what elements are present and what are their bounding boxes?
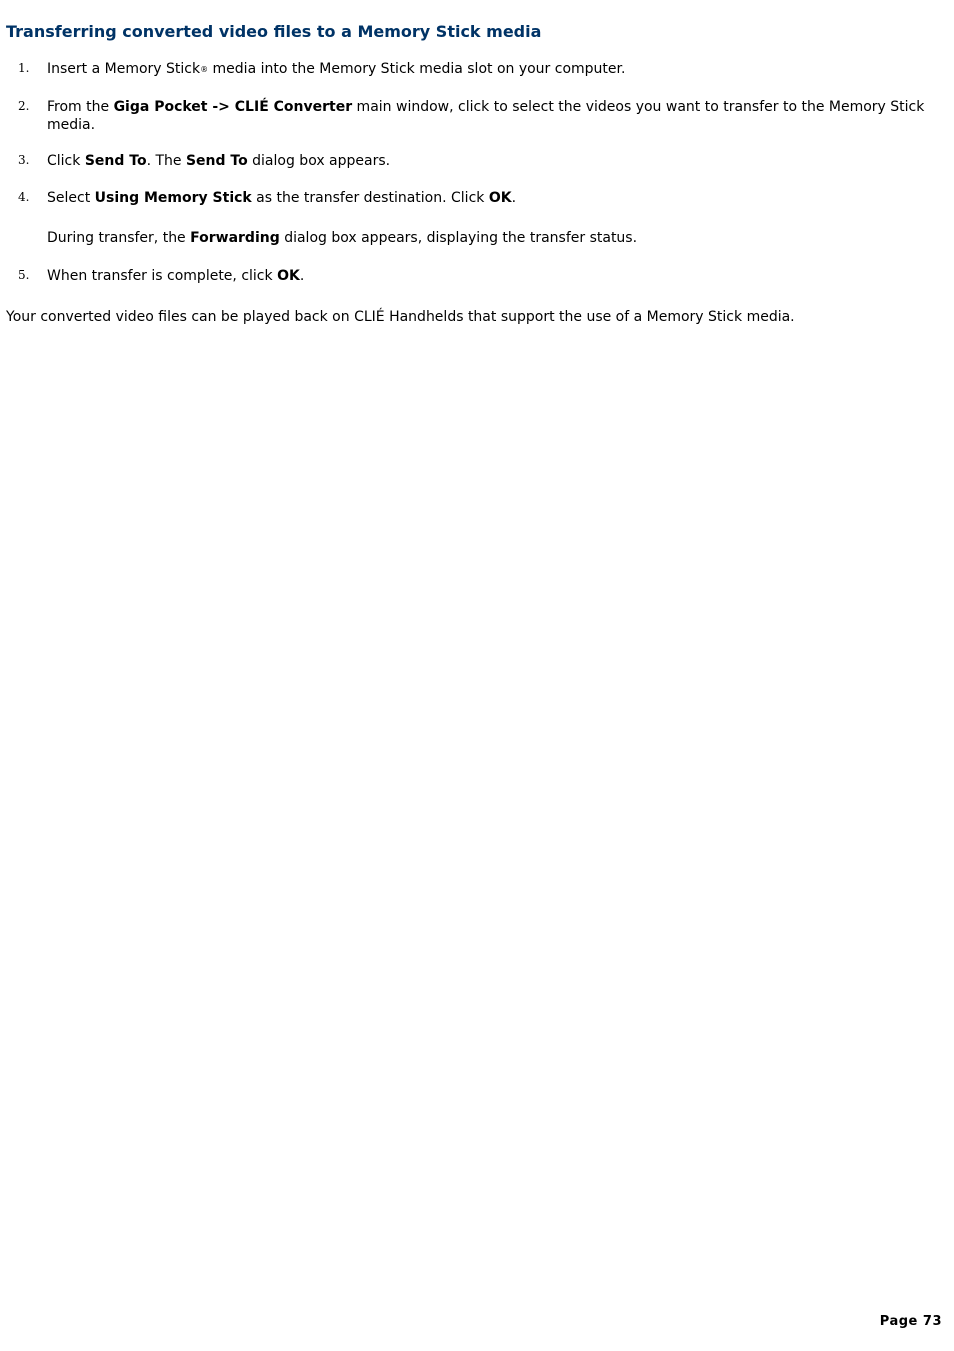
step-text-part: .	[511, 190, 517, 206]
step-number: 2.	[18, 99, 30, 113]
step-text	[47, 267, 927, 285]
page-number: Page 73	[879, 1314, 942, 1329]
step-text-part: Insert a Memory Stick	[47, 61, 201, 77]
step-number: 4.	[18, 190, 30, 204]
page-title: Transferring converted video files to a Memory Stick media	[6, 22, 542, 41]
step-text-part: Select	[47, 190, 95, 206]
step-number: 1.	[18, 61, 30, 75]
summary-paragraph: Your converted video files can be played back on CLIÉ Handhelds that support the use of a Memory Stick media.	[6, 309, 795, 325]
step-note-part: During transfer, the	[47, 230, 191, 246]
step-text	[47, 98, 927, 134]
step-text-part: as the transfer destination. Click	[251, 190, 489, 206]
step-text-part: When transfer is complete, click	[47, 268, 278, 284]
step-text-part: .	[299, 268, 305, 284]
ui-term-ok: OK	[488, 190, 512, 206]
step-text-part: From the	[47, 99, 114, 115]
ui-term-forwarding: Forwarding	[190, 230, 280, 246]
registered-mark: ®	[200, 65, 209, 74]
step-text-part: main window, click to select the videos you want to transfer to the Memory Stick media.	[47, 99, 925, 133]
ui-term-ok: OK	[277, 268, 300, 284]
step-text-part: Click	[47, 153, 85, 169]
step-text-part: . The	[146, 153, 186, 169]
step-note-part: dialog box appears, displaying the transfer status.	[279, 230, 638, 246]
step-number: 5.	[18, 268, 30, 282]
step-text	[47, 60, 927, 79]
step-text	[47, 152, 927, 170]
ui-term-send-to: Send To	[84, 153, 147, 169]
step-text	[47, 189, 927, 207]
ui-term-giga-pocket-converter: Giga Pocket -> CLIÉ Converter	[113, 99, 353, 115]
step-text-part: media into the Memory Stick media slot on your computer.	[208, 61, 626, 77]
step-text-part: dialog box appears.	[247, 153, 391, 169]
step-number: 3.	[18, 153, 30, 167]
ui-term-send-to-dialog: Send To	[185, 153, 248, 169]
ui-term-using-memory-stick: Using Memory Stick	[94, 190, 252, 206]
step-note	[47, 229, 927, 247]
